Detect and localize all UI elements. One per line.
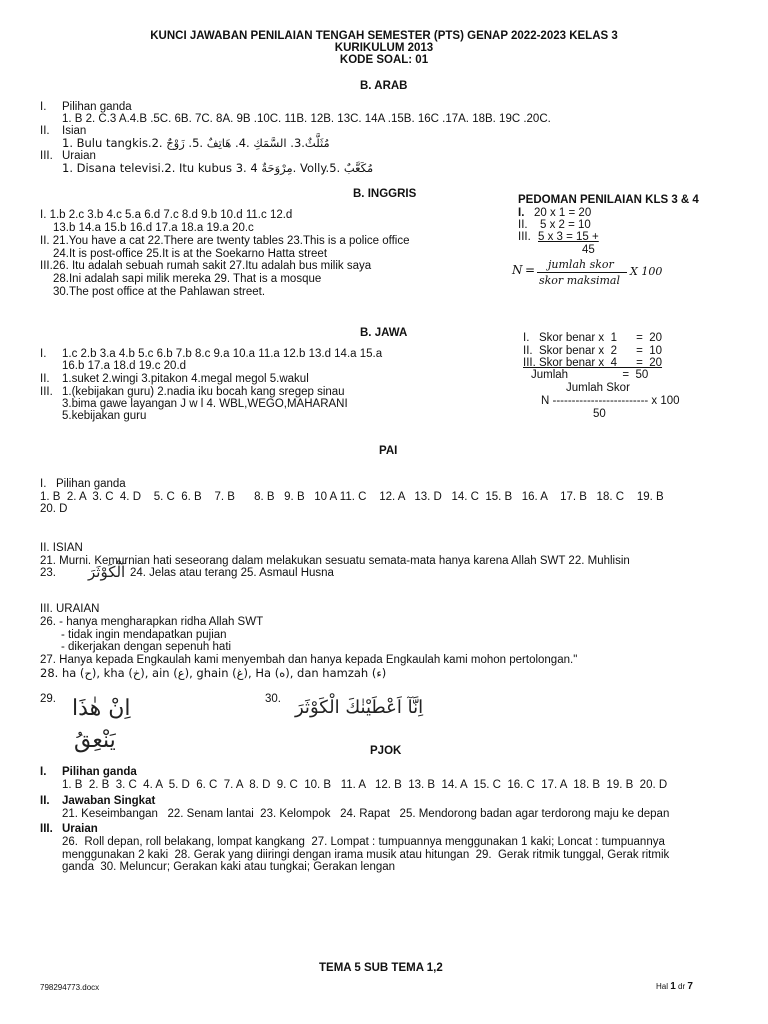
pjok-i-label: Pilihan ganda — [62, 766, 137, 778]
pai-iii-30-arabic: اِنَّآ اَعْطَيْنٰكَ الْكَوْثَرَ — [295, 697, 424, 718]
inggris-row4: 24.It is post-office 25.It is at the Soekarno Hatta street — [53, 248, 328, 260]
footer-page-current: 1 — [670, 981, 676, 992]
pedoman-denominator: skor maksimal — [539, 274, 621, 287]
pai-iii-30: 30. — [265, 693, 281, 705]
footer-tema: TEMA 5 SUB TEMA 1,2 — [319, 962, 443, 974]
pai-iii-27: 27. Hanya kepada Engkaulah kami menyembah dan hanya kepada Engkaulah kami mohon pertolongan." — [40, 654, 578, 666]
pai-ii-label: II. ISIAN — [40, 542, 83, 554]
inggris-row3: II. 21.You have a cat 22.There are twenty tables 23.This is a police office — [40, 235, 410, 247]
footer-page-number — [656, 980, 693, 993]
jawa-skor-n-line: N ------------------------- x 100 — [541, 395, 680, 407]
arab-iii-label: Uraian — [62, 150, 96, 162]
jawa-i-line1: 1.c 2.b 3.a 4.b 5.c 6.b 7.b 8.c 9.a 10.a 11.a 12.b 13.d 14.a 15.a — [62, 348, 383, 360]
jawa-skor-l2: II. Skor benar x 2 = 10 — [523, 345, 663, 357]
jawa-skor-denominator: 50 — [593, 408, 606, 420]
section-title-inggris: B. INGGRIS — [353, 188, 417, 200]
inggris-row2: 13.b 14.a 15.b 16.d 17.a 18.a 19.a 20.c — [53, 222, 254, 234]
pai-i-line2: 20. D — [40, 503, 68, 515]
arab-i-answers: 1. B 2. C.3 A.4.B .5C. 6B. 7C. 8A. 9B .10C. 11B. 12B. 13C. 14A .15B. 16C .17A. 18B. 19C .20C. — [62, 113, 551, 125]
pjok-iii-line3: ganda 30. Meluncur; Gerakan kaki atau tungkai; Gerakan lengan — [62, 861, 396, 873]
jawa-ii-line: 1.suket 2.wingi 3.pitakon 4.megal megol 5.wakul — [62, 373, 309, 385]
pai-ii-line2-rest: 24. Jelas atau terang 25. Asmaul Husna — [130, 567, 334, 579]
footer-filename: 798294773.docx — [40, 983, 100, 992]
jawa-i-num: I. — [40, 348, 47, 360]
arab-ii-num: II. — [40, 125, 50, 137]
pai-i-line1: 1. B 2. A 3. C 4. D 5. C 6. B 7. B 8. B 9. B 10 A 11. C 12. A 13. D 14. C 15. B 16. A 17. B 18. C 19. B — [40, 491, 664, 503]
pjok-iii-line2: menggunakan 2 kaki 28. Gerak yang diiringi dengan irama musik atau hitungan 29. Gerak ritmik tunggal, Gerak ritmik — [62, 849, 670, 861]
pjok-ii-label: Jawaban Singkat — [62, 795, 156, 807]
pedoman-l2-num: II. — [518, 219, 528, 231]
inggris-row5: III.26. Itu adalah sebuah rumah sakit 27.Itu adalah bus milik saya — [40, 260, 372, 272]
footer-hal-label: Hal — [656, 982, 671, 991]
pai-iii-label: III. URAIAN — [40, 603, 100, 615]
section-title-pai: PAI — [379, 445, 398, 457]
arab-iii-num: III. — [40, 150, 53, 162]
pjok-iii-num: III. — [40, 823, 53, 835]
inggris-row6: 28.Ini adalah sapi milik mereka 29. That is a mosque — [53, 273, 322, 285]
jawa-iii-line2: 3.bima gawe layangan J w l 4. WBL,WEGO,MAHARANI — [62, 398, 348, 410]
pai-iii-26: 26. - hanya mengharapkan ridha Allah SWT — [40, 616, 264, 628]
arab-ii-label: Isian — [62, 125, 87, 137]
pjok-i-line: 1. B 2. B 3. C 4. A 5. D 6. C 7. A 8. D 9. C 10. B 11. A 12. B 13. B 14. A 15. C 16. C 17. A 18. B 19. B 20. D — [62, 779, 668, 791]
pjok-iii-line1: 26. Roll depan, roll belakang, lompat kangkang 27. Lompat : tumpuannya menggunakan 1 kaki; Loncat : tumpuannya — [62, 836, 665, 848]
doc-title-line3: KODE SOAL: 01 — [339, 54, 429, 66]
pjok-i-num: I. — [40, 766, 47, 778]
pedoman-l2: 5 x 2 = 10 — [540, 219, 591, 231]
arab-iii-answers: 1. Disana televisi.2. Itu kubus 3. 4 مِرْوَحَةٌ. Volly.5. مُكَعَّبٌ — [62, 161, 374, 175]
pjok-iii-label: Uraian — [62, 823, 98, 835]
pedoman-n: N — [512, 263, 523, 277]
jawa-iii-line3: 5.kebijakan guru — [62, 410, 147, 422]
pai-iii-29: 29. — [40, 693, 56, 705]
section-title-arab: B. ARAB — [360, 80, 408, 92]
jawa-skor-jumlah: Jumlah = 50 — [531, 369, 649, 381]
pedoman-l3-num: III. — [518, 231, 531, 243]
pai-i-label: I. Pilihan ganda — [40, 478, 126, 490]
jawa-skor-numerator: Jumlah Skor — [566, 382, 630, 394]
doc-title-line1: KUNCI JAWABAN PENILAIAN TENGAH SEMESTER (PTS) GENAP 2022-2023 KELAS 3 — [150, 30, 618, 42]
section-title-pjok: PJOK — [370, 745, 402, 757]
inggris-row1: I. 1.b 2.c 3.b 4.c 5.a 6.d 7.c 8.d 9.b 10.d 11.c 12.d — [40, 209, 293, 221]
pjok-ii-line: 21. Keseimbangan 22. Senam lantai 23. Kelompok 24. Rapat 25. Mendorong badan agar terdorong maju ke depan — [62, 808, 670, 820]
section-title-jawa: B. JAWA — [360, 327, 408, 339]
pedoman-total: 45 — [582, 244, 595, 256]
jawa-ii-num: II. — [40, 373, 50, 385]
arab-i-num: I. — [40, 101, 47, 113]
pedoman-title: PEDOMAN PENILAIAN KLS 3 & 4 — [518, 194, 699, 206]
arab-ii-answers: 1. Bulu tangkis.2. مُثَلَّثٌ.3. السَّمَكِ .4. هَاتِفٌ .5. زَوْجٌ — [62, 136, 330, 150]
pedoman-l1-num: I. — [518, 207, 525, 219]
jawa-skor-l3: III. Skor benar x 4 = 20 — [523, 357, 663, 369]
pedoman-numerator: jumlah skor — [548, 258, 614, 271]
inggris-row7: 30.The post office at the Pahlawan street. — [53, 286, 266, 298]
pedoman-eq: = — [525, 263, 536, 277]
pedoman-fraction-line — [537, 272, 627, 273]
pai-ii-23: 23. — [40, 567, 56, 579]
pai-ii-kautsar-arabic: اَلْكَوْثَرَ — [88, 563, 126, 581]
pedoman-times: X 100 — [630, 265, 663, 278]
footer-dr-label: dr — [675, 982, 688, 991]
pai-ii-line1: 21. Murni. Kemurnian hati seseorang dalam melakukan sesuatu semata-mata hanya karena Allah SWT 22. Muhlisin — [40, 555, 630, 567]
pai-iii-29-arabic-line1: اِنْ هٰذَا — [72, 696, 131, 721]
arab-i-label: Pilihan ganda — [62, 101, 132, 113]
pedoman-l1: 20 x 1 = 20 — [534, 207, 592, 219]
pai-iii-26b: - tidak ingin mendapatkan pujian — [61, 629, 227, 641]
pjok-ii-num: II. — [40, 795, 50, 807]
pai-iii-26c: - dikerjakan dengan sepenuh hati — [61, 641, 232, 653]
pai-iii-29-arabic-line2: يَنْعِقُ — [74, 728, 116, 753]
jawa-iii-num: III. — [40, 386, 53, 398]
jawa-i-line2: 16.b 17.a 18.d 19.c 20.d — [62, 360, 187, 372]
pedoman-l3: 5 x 3 = 15 + — [538, 231, 599, 243]
doc-title-line2: KURIKULUM 2013 — [334, 42, 434, 54]
jawa-skor-l1: I. Skor benar x 1 = 20 — [523, 332, 663, 344]
pai-iii-28: 28. ha (ح), kha (خ), ain (ع), ghain (غ), Ha (ه), dan hamzah (ء) — [40, 666, 387, 680]
jawa-iii-line1: 1.(kebijakan guru) 2.nadia iku bocah kang sregep sinau — [62, 386, 345, 398]
footer-page-total: 7 — [687, 981, 693, 992]
